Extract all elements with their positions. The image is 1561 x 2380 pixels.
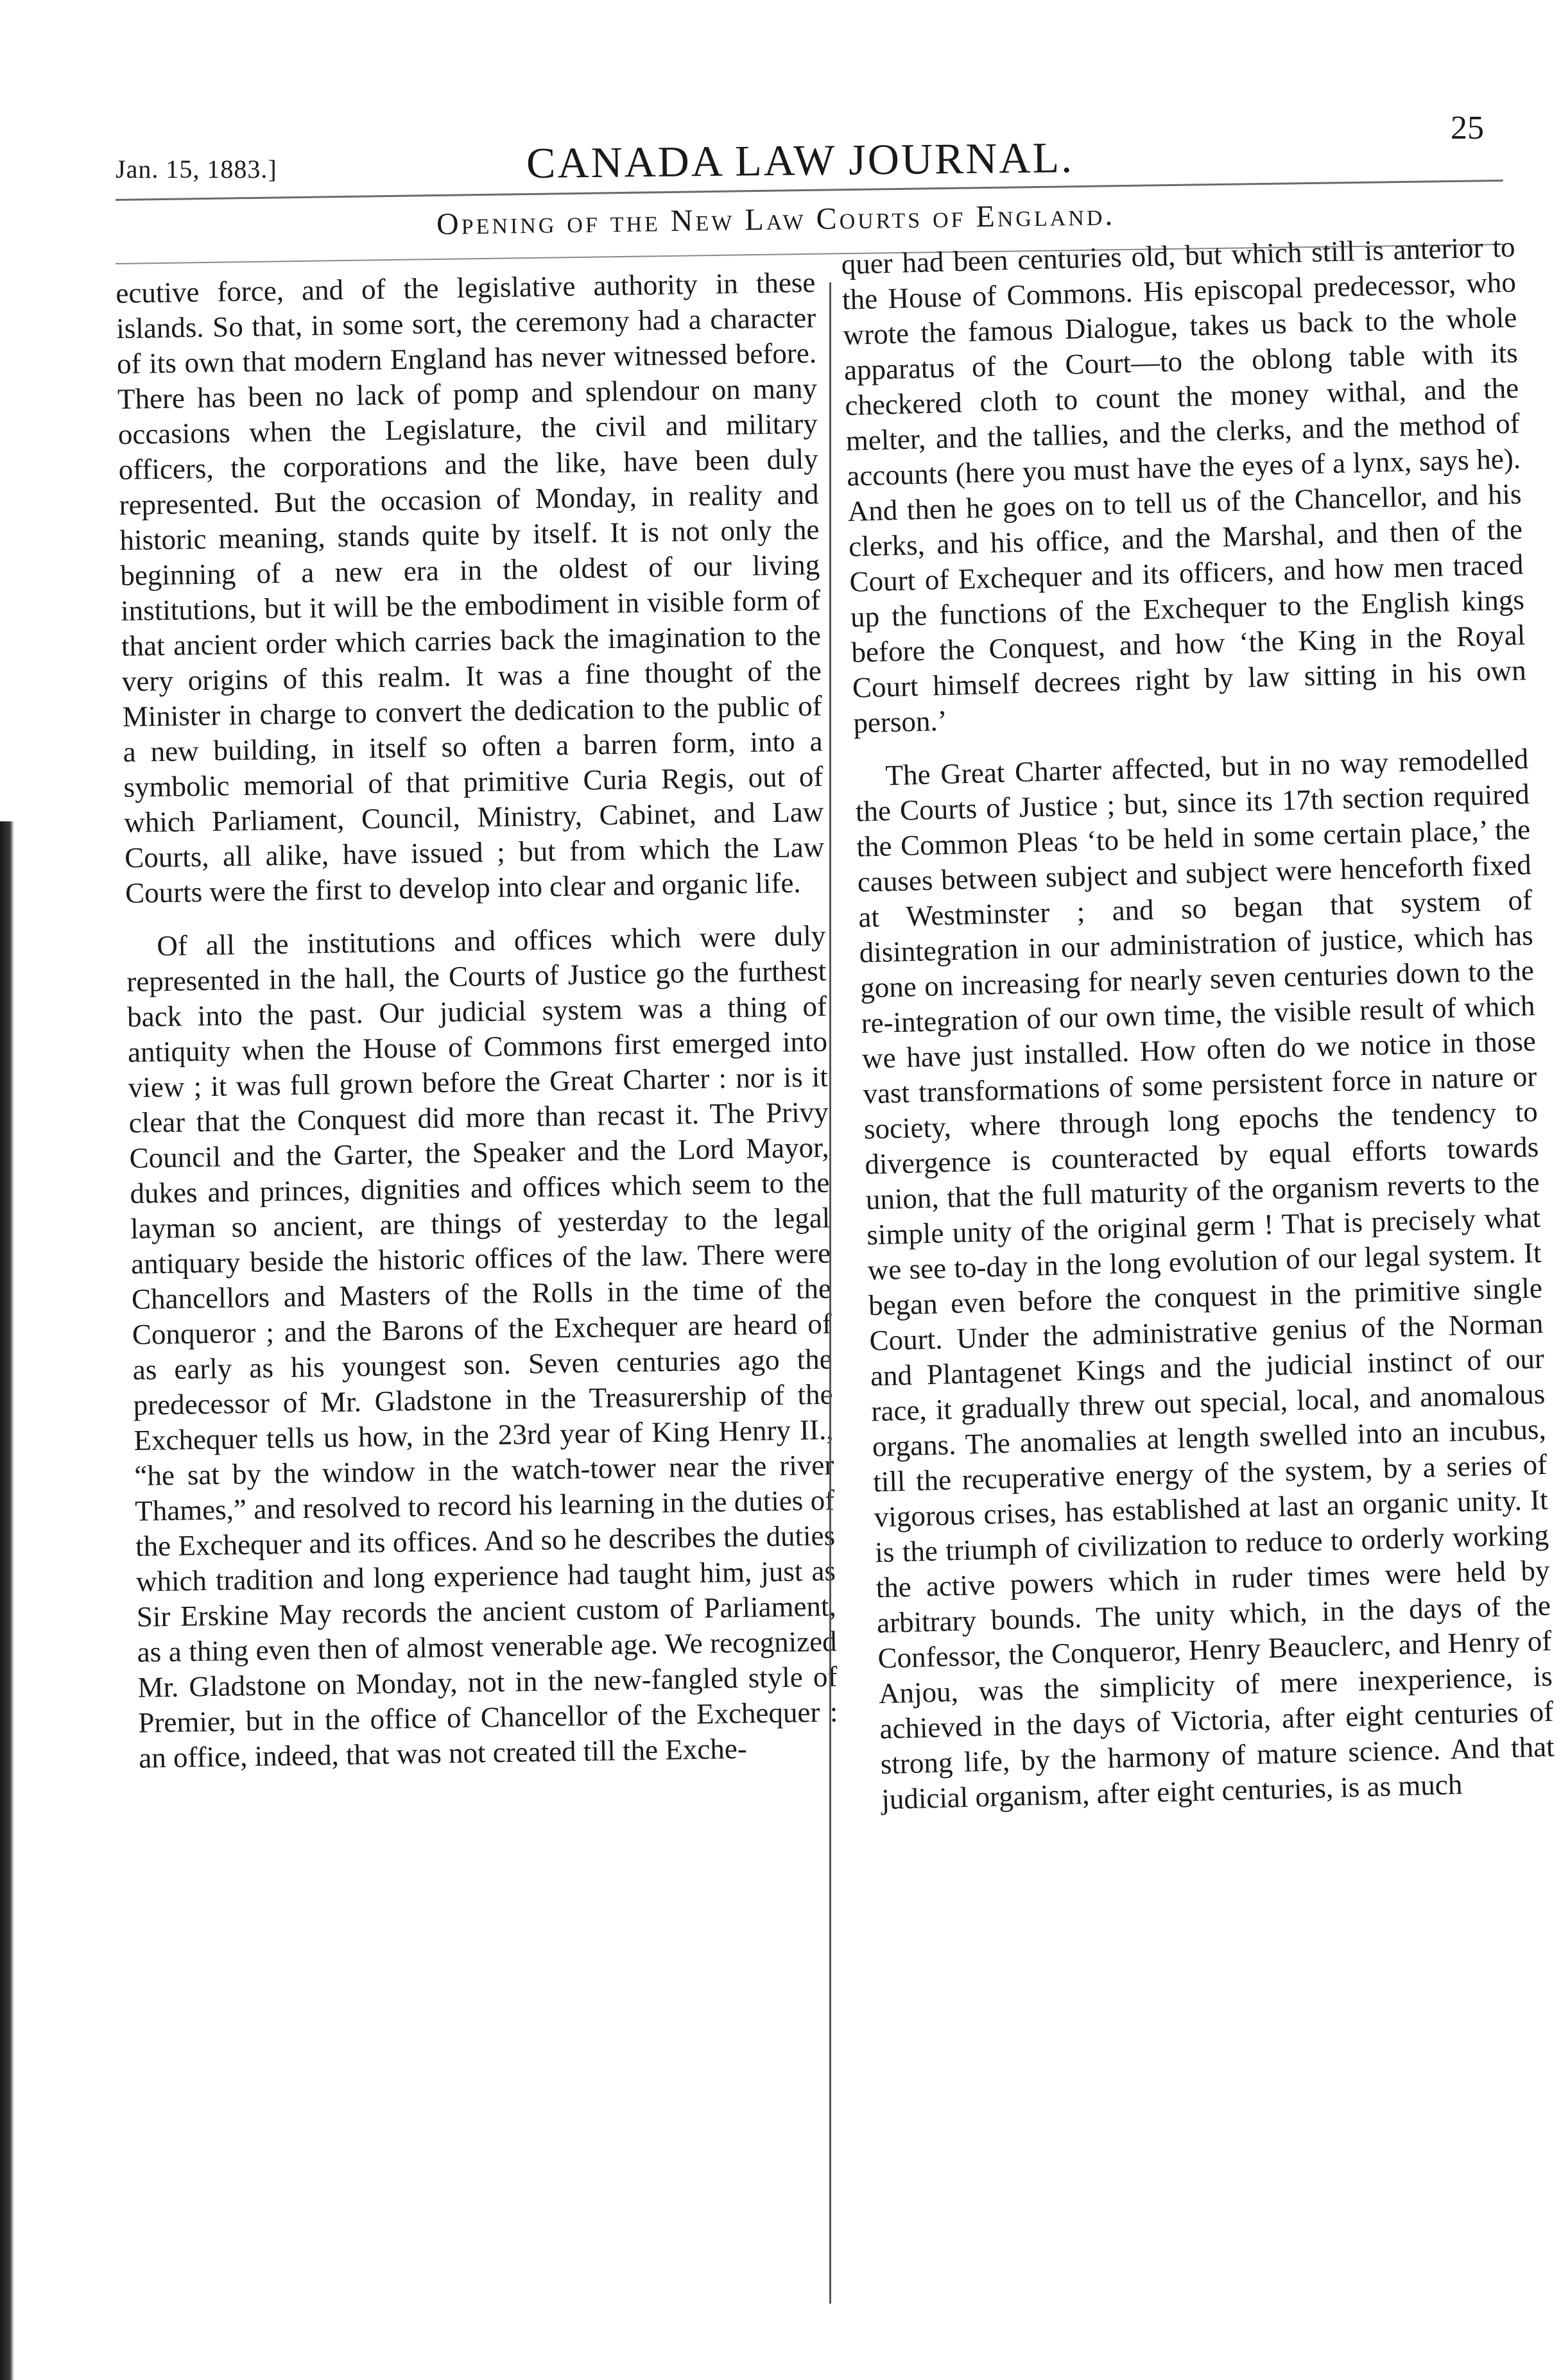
left-column: [116, 265, 839, 1776]
paragraph: Of all the institutions and offices which were duly represented in the hall, the Courts of Justice go the furthest back into the past. Our judicial system was a thing of antiquity when the House of Commons first emerged into view ; it was full grown before the Great Charter : nor is it clear that the Conquest did more than recast it. The Privy Council and the Garter, the Speaker and the Lord Mayor, dukes and princes, dignities and offices which seem to the layman so ancient, are things of yesterday to the legal antiquary beside the historic offices of the law. There were Chancellors and Masters of the Rolls in the time of the Conqueror ; and the Barons of the Exchequer are heard of as early as his youngest son. Seven centuries ago the predecessor of Mr. Gladstone in the Treasurership of the Exchequer tells us how, in the 23rd year of King Henry II., “he sat by the window in the watch-tower near the river Thames,” and resolved to record his learning in the duties of the Exchequer and its offices. And so he describes the duties which tradition and long experience had taught him, just as Sir Erskine May records the ancient custom of Parliament, as a thing even then of almost venerable age. We recognized Mr. Gladstone on Monday, not in the new-fangled style of Premier, but in the office of Chancellor of the Exchequer : an office, indeed, that was not created till the Exche-: [126, 919, 838, 1774]
section-title: Opening of the New Law Courts of England.: [436, 198, 1116, 241]
page-header: [116, 109, 1484, 187]
issue-date: Jan. 15, 1883.]: [116, 155, 277, 184]
binding-edge: [0, 821, 14, 2380]
column-divider: [829, 282, 831, 2304]
page-number: 25: [1451, 110, 1484, 146]
right-column: [841, 230, 1556, 1818]
paragraph: The Great Charter affected, but in no way remodelled the Courts of Justice ; but, since its 17th section required the Common Pleas ‘to be held in some certain place,’ the causes between subject and subject were henceforth fixed at Westminster ; and so began that system of disintegration in our administration of justice, which has gone on increasing for nearly seven centuries down to the re-integration of our own time, the visible result of which we have just installed. How often do we notice in those vast transformations of some persistent force in nature or society, where through long epochs the tendency to divergence is counteracted by equal efforts towards union, that the full maturity of the organism reverts to the simple unity of the original germ ! That is precisely what we see to-day in the long evolution of our legal system. It began even before the conquest in the primitive single Court. Under the administrative genius of the Norman and Plantagenet Kings and the judicial instinct of our race, it gradually threw out special, local, and anomalous organs. The anomalies at length swelled into an incubus, till the recuperative energy of the system, by a series of vigorous crises, has established at last an organic unity. It is the triumph of civilization to reduce to orderly working the active powers which in ruder times were held by arbitrary bounds. The unity which, in the days of the Confessor, the Conqueror, Henry Beauclerc, and Henry of Anjou, was the simplicity of mere inexperience, is achieved in the days of Victoria, after eight centuries of strong life, by the harmony of mature science. And that judicial organism, after eight centuries, is as much: [855, 742, 1555, 1816]
journal-title: CANADA LAW JOURNAL.: [526, 133, 1074, 187]
paragraph: quer had been centuries old, but which still is anterior to the House of Commons. His episcopal predecessor, who wrote the famous Dialogue, takes us back to the whole apparatus of the Court—to the oblong table with its checkered cloth to count the money withal, and the melter, and the tallies, and the clerks, and the method of accounts (here you must have the eyes of a lynx, says he). And then he goes on to tell us of the Chancellor, and his clerks, and his office, and the Marshal, and then of the Court of Exchequer and its officers, and how men traced up the functions of the Exchequer to the English kings before the Conquest, and how ‘the King in the Royal Court himself decrees right by law sitting in his own person.’: [841, 230, 1527, 739]
paragraph: ecutive force, and of the legislative authority in these islands. So that, in some sort, the ceremony had a character of its own that modern England has never witnessed before. There has been no lack of pomp and splendour on many occasions when the Legislature, the civil and military officers, the corporations and the like, have been duly represented. But the occasion of Monday, in reality and historic meaning, stands quite by itself. It is not only the beginning of a new era in the oldest of our living institutions, but it will be the embodiment in visible form of that ancient order which carries back the imagination to the very origins of this realm. It was a fine thought of the Minister in charge to convert the dedication to the public of a new building, in itself so often a barren form, into a symbolic memorial of that primitive Curia Regis, out of which Parliament, Council, Ministry, Cabinet, and Law Courts, all alike, have issued ; but from which the Law Courts were the first to develop into clear and organic life.: [116, 266, 825, 909]
